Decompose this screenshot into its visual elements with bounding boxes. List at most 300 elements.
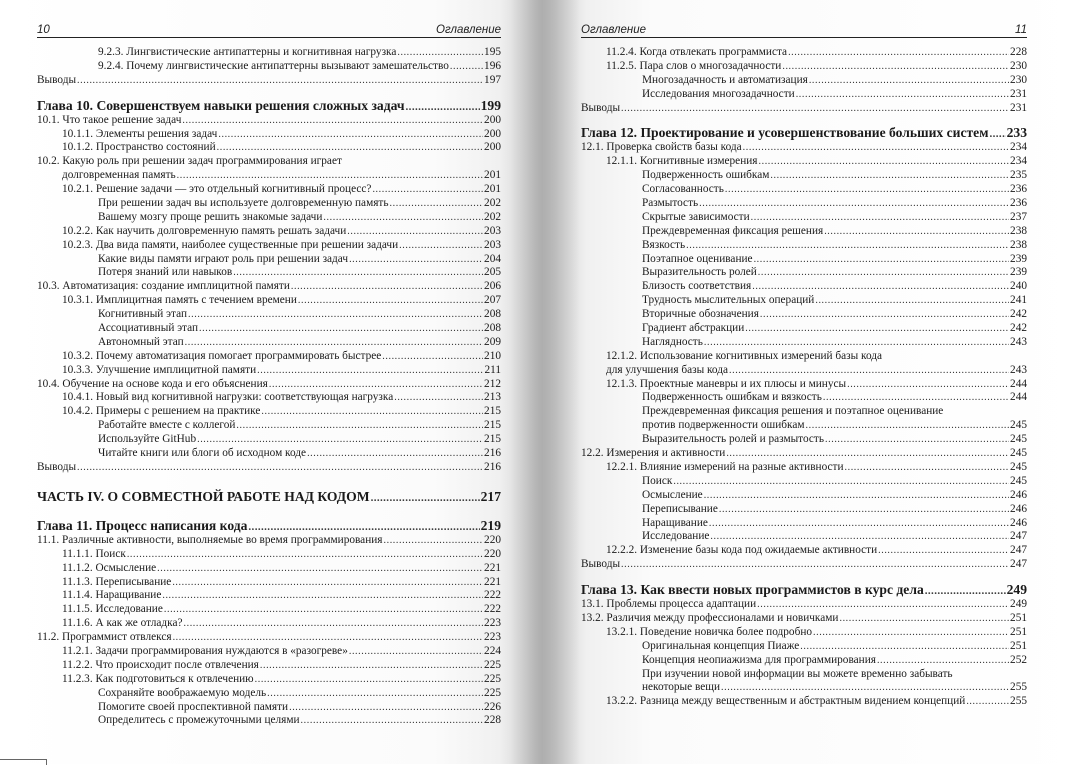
- dot-leader: [197, 433, 483, 447]
- page-number: 10: [37, 24, 50, 36]
- dot-leader: [349, 253, 483, 267]
- toc-entry-page-number: 238: [1010, 238, 1027, 251]
- toc-entry-page-number: 245: [1010, 419, 1027, 432]
- toc-entry-page-number: 239: [1010, 252, 1027, 265]
- toc-entry-page-number: 237: [1010, 210, 1027, 223]
- toc-entry-title: Автономный этап: [98, 335, 184, 348]
- toc-entry[interactable]: [581, 266, 1027, 280]
- toc-entry[interactable]: [37, 603, 501, 617]
- toc-entry[interactable]: [581, 668, 1027, 682]
- dot-leader: [164, 603, 483, 617]
- dot-leader: [397, 46, 483, 60]
- dot-leader: [162, 589, 483, 603]
- dot-leader: [729, 364, 1009, 378]
- toc-entry-title: Глава 13. Как ввести новых программистов в курс дела: [581, 582, 924, 598]
- toc-entry-page-number: 241: [1010, 294, 1027, 307]
- dot-leader: [743, 141, 1009, 155]
- toc-entry[interactable]: [581, 433, 1027, 447]
- toc-entry-title: 11.1.6. А как же отладка?: [62, 617, 183, 630]
- toc-entry-page-number: 196: [484, 59, 501, 72]
- dot-leader: [307, 447, 483, 461]
- toc-entry-page-number: 226: [484, 700, 501, 713]
- toc-entry[interactable]: [37, 617, 501, 631]
- toc-entry[interactable]: [37, 322, 501, 336]
- dot-leader: [255, 673, 483, 687]
- toc-chapter-entry[interactable]: [37, 97, 501, 114]
- toc-entry[interactable]: [37, 673, 501, 687]
- dot-leader: [704, 489, 1009, 503]
- toc-entry[interactable]: [37, 211, 501, 225]
- dot-leader: [782, 60, 1009, 74]
- dot-leader: [199, 322, 483, 336]
- toc-entry-page-number: 216: [484, 447, 501, 460]
- dot-leader: [621, 102, 1009, 116]
- toc-entry-title: Оригинальная концепция Пиаже: [642, 639, 800, 652]
- right-page-header: [581, 20, 1027, 38]
- toc-entry-title: Глава 10. Совершенствуем навыки решения сложных задач: [37, 97, 405, 113]
- toc-entry[interactable]: [37, 589, 501, 603]
- toc-entry[interactable]: [37, 447, 501, 461]
- toc-entry[interactable]: [581, 308, 1027, 322]
- table-of-contents-right: [581, 46, 1027, 709]
- toc-entry-title: 12.2.2. Изменение базы кода под ожидаемые активности: [606, 544, 878, 557]
- toc-entry-page-number: 202: [484, 197, 501, 210]
- toc-entry-title: 11.1.4. Наращивание: [62, 589, 162, 602]
- toc-entry-title: 11.2.3. Как подготовиться к отвлечению: [62, 672, 254, 685]
- toc-entry[interactable]: [581, 612, 1027, 626]
- dot-leader: [77, 74, 483, 88]
- toc-entry[interactable]: [37, 253, 501, 267]
- toc-entry[interactable]: [37, 225, 501, 239]
- toc-entry-title: Какие виды памяти играют роль при решении задач: [98, 252, 349, 265]
- toc-entry-title: Исследования многозадачности: [642, 87, 795, 100]
- dot-leader: [394, 391, 483, 405]
- toc-entry-page-number: 225: [484, 658, 501, 671]
- toc-entry-page-number: 228: [1010, 46, 1027, 58]
- dot-leader: [725, 183, 1009, 197]
- toc-entry-title: Вторичные обозначения: [642, 308, 759, 321]
- toc-entry-title: Наращивание: [642, 516, 708, 529]
- toc-entry-page-number: 223: [484, 617, 501, 630]
- toc-entry[interactable]: [581, 530, 1027, 544]
- dot-leader: [371, 488, 480, 507]
- toc-entry[interactable]: [37, 169, 501, 183]
- toc-entry-page-number: 247: [1010, 530, 1027, 543]
- toc-entry-title: Работайте вместе с коллегой: [98, 419, 236, 432]
- toc-entry-page-number: 222: [484, 589, 501, 602]
- toc-entry[interactable]: [37, 548, 501, 562]
- toc-entry-title: 10.3.3. Улучшение имплицитной памяти: [62, 363, 257, 376]
- toc-entry-page-number: 228: [484, 714, 501, 727]
- toc-entry-title: долговременная память: [62, 169, 176, 182]
- toc-entry-title: для улучшения базы кода: [606, 363, 728, 376]
- toc-entry-title: Скрытые зависимости: [642, 210, 750, 223]
- dot-leader: [757, 598, 1009, 612]
- toc-entry-page-number: 202: [484, 210, 501, 223]
- toc-entry-page-number: 246: [1010, 516, 1027, 529]
- dot-leader: [809, 74, 1009, 88]
- toc-entry-page-number: 204: [484, 252, 501, 265]
- toc-entry-page-number: 213: [484, 391, 501, 404]
- dot-leader: [301, 714, 484, 728]
- toc-entry[interactable]: [581, 102, 1027, 116]
- toc-entry-title: 10.3.2. Почему автоматизация помогает программировать быстрее: [62, 349, 382, 362]
- toc-entry-page-number: 247: [1010, 544, 1027, 557]
- toc-entry-title: 10.4. Обучение на основе кода и его объяснения: [37, 377, 268, 390]
- dot-leader: [719, 503, 1009, 517]
- toc-entry-page-number: 230: [1010, 73, 1027, 86]
- toc-entry[interactable]: [581, 350, 1027, 364]
- dot-leader: [813, 626, 1009, 640]
- toc-entry-page-number: 195: [484, 46, 501, 58]
- toc-entry-page-number: 233: [1006, 125, 1027, 141]
- toc-entry-title: 12.2.1. Влияние измерений на разные активности: [606, 460, 844, 473]
- toc-entry[interactable]: [581, 60, 1027, 74]
- toc-entry[interactable]: [581, 183, 1027, 197]
- toc-entry[interactable]: [37, 155, 501, 169]
- dot-leader: [878, 544, 1009, 558]
- toc-entry[interactable]: [37, 294, 501, 308]
- dot-leader: [754, 253, 1009, 267]
- toc-entry-page-number: 200: [484, 127, 501, 140]
- toc-entry[interactable]: [581, 544, 1027, 558]
- dot-leader: [347, 225, 483, 239]
- toc-entry-page-number: 249: [1006, 582, 1027, 598]
- toc-entry-title: 13.2.1. Поведение новичка более подробно: [606, 625, 813, 638]
- dot-leader: [177, 169, 483, 183]
- toc-entry-title: 11.1.3. Переписывание: [62, 575, 172, 588]
- toc-entry[interactable]: [37, 183, 501, 197]
- toc-entry-page-number: 219: [480, 517, 501, 533]
- toc-entry-title: Глава 12. Проектирование и усовершенствование больших систем: [581, 125, 989, 141]
- toc-entry-title: Осмысление: [642, 488, 703, 501]
- toc-entry-page-number: 225: [484, 672, 501, 685]
- toc-entry[interactable]: [581, 461, 1027, 475]
- toc-entry-title: 13.2. Различия между профессионалами и новичками: [581, 611, 839, 624]
- dot-leader: [289, 701, 483, 715]
- toc-entry[interactable]: [37, 114, 501, 128]
- toc-entry[interactable]: [581, 558, 1027, 572]
- toc-entry-title: 12.1. Проверка свойств базы кода: [581, 141, 742, 154]
- toc-entry[interactable]: [37, 336, 501, 350]
- toc-entry[interactable]: [37, 197, 501, 211]
- toc-entry-title: 11.1. Различные активности, выполняемые во время программирования: [37, 533, 383, 546]
- toc-entry[interactable]: [581, 391, 1027, 405]
- dot-leader: [847, 378, 1009, 392]
- dot-leader: [450, 60, 483, 74]
- dot-leader: [770, 169, 1009, 183]
- dot-leader: [291, 280, 483, 294]
- toc-entry-page-number: 242: [1010, 308, 1027, 321]
- dot-leader: [800, 640, 1009, 654]
- toc-entry-page-number: 245: [1010, 474, 1027, 487]
- toc-entry-title: 12.1.3. Проектные маневры и их плюсы и минусы: [606, 377, 847, 390]
- toc-entry-page-number: 201: [484, 169, 501, 182]
- toc-entry[interactable]: [581, 155, 1027, 169]
- toc-entry[interactable]: [37, 701, 501, 715]
- dot-leader: [760, 308, 1009, 322]
- toc-entry-title: 12.2. Измерения и активности: [581, 447, 726, 460]
- toc-entry[interactable]: [581, 447, 1027, 461]
- toc-entry-title: 11.2.5. Пара слов о многозадачности: [606, 59, 782, 72]
- toc-entry-page-number: 221: [484, 575, 501, 588]
- toc-entry-page-number: 215: [484, 405, 501, 418]
- toc-entry-title: 11.1.1. Поиск: [62, 547, 126, 560]
- toc-entry[interactable]: [37, 631, 501, 645]
- toc-entry-title: Выводы: [581, 558, 621, 571]
- toc-entry[interactable]: [581, 211, 1027, 225]
- toc-entry[interactable]: [581, 475, 1027, 489]
- toc-entry-title: 10.2.1. Решение задачи — это отдельный когнитивный процесс?: [62, 183, 372, 196]
- toc-entry-title: Читайте книги или блоги об исходном коде: [98, 447, 307, 460]
- dot-leader: [349, 645, 483, 659]
- toc-entry[interactable]: [581, 336, 1027, 350]
- toc-entry[interactable]: [37, 391, 501, 405]
- toc-entry[interactable]: [37, 141, 501, 155]
- toc-entry-title: Выводы: [37, 460, 77, 473]
- dot-leader: [825, 433, 1009, 447]
- toc-entry[interactable]: [581, 681, 1027, 695]
- toc-entry-page-number: 208: [484, 322, 501, 335]
- toc-entry-page-number: 245: [1010, 433, 1027, 446]
- toc-entry-title: При решении задач вы используете долговременную память: [98, 197, 389, 210]
- toc-entry-page-number: 223: [484, 631, 501, 644]
- page-number: 11: [1015, 24, 1027, 36]
- toc-entry[interactable]: [37, 419, 501, 433]
- toc-entry-title: 12.1.2. Использование когнитивных измерений базы кода: [606, 349, 883, 362]
- toc-entry[interactable]: [581, 695, 1027, 709]
- toc-entry-page-number: 239: [1010, 266, 1027, 279]
- dot-leader: [751, 211, 1009, 225]
- toc-entry-title: 9.2.4. Почему лингвистические антипаттерны вызывают замешательство: [98, 59, 449, 72]
- dot-leader: [710, 530, 1009, 544]
- toc-entry[interactable]: [581, 378, 1027, 392]
- toc-entry-title: Ассоциативный этап: [98, 322, 199, 335]
- toc-entry[interactable]: [37, 378, 501, 392]
- toc-entry-page-number: 212: [484, 377, 501, 390]
- toc-entry[interactable]: [37, 576, 501, 590]
- toc-entry-page-number: 242: [1010, 322, 1027, 335]
- dot-leader: [157, 562, 483, 576]
- page-corner-mark: [0, 759, 47, 765]
- toc-chapter-entry[interactable]: [37, 517, 501, 534]
- toc-entry[interactable]: [37, 74, 501, 88]
- toc-entry-page-number: 200: [484, 113, 501, 126]
- toc-entry-page-number: 234: [1010, 141, 1027, 154]
- toc-entry[interactable]: [37, 461, 501, 475]
- toc-entry[interactable]: [581, 598, 1027, 612]
- toc-entry[interactable]: [581, 74, 1027, 88]
- toc-entry[interactable]: [581, 169, 1027, 183]
- dot-leader: [704, 336, 1009, 350]
- toc-entry[interactable]: [37, 280, 501, 294]
- toc-entry-title: Выводы: [581, 101, 621, 114]
- toc-entry-title: 9.2.3. Лингвистические антипаттерны и когнитивная нагрузка: [98, 46, 397, 58]
- toc-entry-title: Трудность мыслительных операций: [642, 294, 815, 307]
- toc-chapter-entry[interactable]: [581, 581, 1027, 598]
- dot-leader: [233, 266, 483, 280]
- toc-entry-page-number: 236: [1010, 183, 1027, 196]
- dot-leader: [758, 266, 1009, 280]
- toc-entry[interactable]: [581, 654, 1027, 668]
- toc-entry[interactable]: [581, 46, 1027, 60]
- dot-leader: [217, 141, 483, 155]
- toc-entry-page-number: 247: [1010, 558, 1027, 571]
- toc-entry[interactable]: [581, 280, 1027, 294]
- toc-entry-page-number: 225: [484, 686, 501, 699]
- dot-leader: [966, 695, 1009, 709]
- toc-entry[interactable]: [37, 308, 501, 322]
- toc-entry[interactable]: [581, 253, 1027, 267]
- toc-entry-page-number: 203: [484, 238, 501, 251]
- dot-leader: [382, 350, 483, 364]
- dot-leader: [173, 631, 483, 645]
- toc-entry[interactable]: [37, 364, 501, 378]
- toc-entry[interactable]: [581, 489, 1027, 503]
- toc-entry[interactable]: [37, 266, 501, 280]
- toc-part-entry[interactable]: [37, 488, 501, 505]
- toc-entry-page-number: 246: [1010, 502, 1027, 515]
- toc-entry-page-number: 243: [1010, 363, 1027, 376]
- toc-entry-title: Подверженность ошибкам и вязкость: [642, 391, 822, 404]
- toc-entry-page-number: 240: [1010, 280, 1027, 293]
- toc-entry-page-number: 209: [484, 335, 501, 348]
- toc-entry[interactable]: [37, 350, 501, 364]
- toc-entry-title: Поэтапное оценивание: [642, 252, 753, 265]
- toc-entry-title: 10.1. Что такое решение задач: [37, 113, 182, 126]
- toc-entry-page-number: 217: [480, 488, 501, 504]
- toc-entry-title: 11.2. Программист отвлекся: [37, 631, 172, 644]
- toc-entry[interactable]: [581, 364, 1027, 378]
- toc-entry-page-number: 249: [1010, 598, 1027, 611]
- toc-entry-title: против подверженности ошибкам: [642, 419, 805, 432]
- toc-entry-title: Многозадачность и автоматизация: [642, 73, 808, 86]
- toc-entry-page-number: 203: [484, 224, 501, 237]
- toc-entry[interactable]: [581, 88, 1027, 102]
- left-page-header: [37, 20, 501, 38]
- toc-entry[interactable]: [581, 225, 1027, 239]
- dot-leader: [673, 475, 1009, 489]
- toc-entry-title: При изучении новой информации вы можете временно забывать: [642, 667, 953, 680]
- toc-entry-page-number: 210: [484, 349, 501, 362]
- toc-entry[interactable]: [581, 294, 1027, 308]
- toc-entry-title: ЧАСТЬ IV. О СОВМЕСТНОЙ РАБОТЕ НАД КОДОМ: [37, 488, 370, 504]
- left-page: [0, 0, 543, 764]
- dot-leader: [267, 687, 483, 701]
- toc-entry-title: Согласованность: [642, 183, 724, 196]
- toc-entry-title: Преждевременная фиксация решения: [642, 224, 824, 237]
- dot-leader: [824, 225, 1009, 239]
- toc-entry-page-number: 215: [484, 433, 501, 446]
- running-title: Оглавление: [436, 24, 501, 36]
- dot-leader: [845, 461, 1010, 475]
- toc-entry-title: 12.1.1. Когнитивные измерения: [606, 155, 758, 168]
- dot-leader: [185, 336, 483, 350]
- toc-entry-page-number: 231: [1010, 101, 1027, 114]
- toc-entry-page-number: 238: [1010, 224, 1027, 237]
- toc-entry[interactable]: [581, 517, 1027, 531]
- toc-entry-page-number: 197: [484, 73, 501, 86]
- toc-entry[interactable]: [581, 141, 1027, 155]
- toc-entry-title: 10.2. Какую роль при решении задач программирования играет: [37, 155, 342, 168]
- toc-entry-page-number: 216: [484, 460, 501, 473]
- right-page: [543, 0, 1086, 764]
- dot-leader: [269, 378, 483, 392]
- dot-leader: [823, 391, 1009, 405]
- toc-entry[interactable]: [37, 534, 501, 548]
- dot-leader: [806, 419, 1010, 433]
- toc-entry-title: 11.2.1. Задачи программирования нуждаются в «разогреве»: [62, 644, 348, 657]
- toc-entry-page-number: 221: [484, 561, 501, 574]
- toc-entry-title: Выводы: [37, 73, 77, 86]
- toc-entry-page-number: 245: [1010, 460, 1027, 473]
- toc-entry-title: 11.1.2. Осмысление: [62, 561, 157, 574]
- toc-entry-page-number: 251: [1010, 611, 1027, 624]
- toc-entry-page-number: 208: [484, 308, 501, 321]
- toc-entry[interactable]: [37, 60, 501, 74]
- toc-entry[interactable]: [37, 659, 501, 673]
- toc-entry[interactable]: [37, 405, 501, 419]
- toc-entry-title: Помогите своей проспективной памяти: [98, 700, 289, 713]
- toc-entry[interactable]: [581, 405, 1027, 419]
- dot-leader: [745, 322, 1009, 336]
- toc-entry[interactable]: [581, 419, 1027, 433]
- dot-leader: [815, 294, 1009, 308]
- toc-entry-title: 10.4.1. Новый вид когнитивной нагрузки: соответствующая нагрузка: [62, 391, 394, 404]
- toc-entry-page-number: 201: [484, 183, 501, 196]
- toc-entry[interactable]: [581, 239, 1027, 253]
- toc-entry-page-number: 243: [1010, 335, 1027, 348]
- toc-entry-page-number: 244: [1010, 377, 1027, 390]
- toc-entry[interactable]: [581, 503, 1027, 517]
- toc-entry[interactable]: [581, 197, 1027, 211]
- toc-entry[interactable]: [37, 645, 501, 659]
- toc-entry-page-number: 207: [484, 294, 501, 307]
- toc-entry-title: Преждевременная фиксация решения и поэтапное оценивание: [642, 405, 944, 418]
- toc-entry[interactable]: [581, 640, 1027, 654]
- toc-entry-title: 10.2.3. Два вида памяти, наиболее существенные при решении задачи: [62, 238, 399, 251]
- toc-entry[interactable]: [581, 626, 1027, 640]
- toc-entry[interactable]: [37, 239, 501, 253]
- dot-leader: [721, 681, 1009, 695]
- toc-entry[interactable]: [37, 128, 501, 142]
- toc-entry[interactable]: [37, 562, 501, 576]
- toc-entry-title: Выразительность ролей: [642, 266, 757, 279]
- toc-entry-page-number: 252: [1010, 653, 1027, 666]
- toc-entry[interactable]: [37, 433, 501, 447]
- toc-entry-title: Вязкость: [642, 238, 686, 251]
- toc-entry[interactable]: [37, 687, 501, 701]
- dot-leader: [621, 558, 1009, 572]
- toc-entry-title: Потеря знаний или навыков: [98, 266, 233, 279]
- toc-entry[interactable]: [37, 46, 501, 60]
- toc-entry-page-number: 206: [484, 280, 501, 293]
- toc-entry[interactable]: [581, 322, 1027, 336]
- toc-entry-title: Выразительность ролей и размытость: [642, 433, 825, 446]
- toc-entry-title: 11.1.5. Исследование: [62, 603, 163, 616]
- toc-entry-page-number: 251: [1010, 625, 1027, 638]
- toc-entry-page-number: 222: [484, 603, 501, 616]
- toc-entry-page-number: 224: [484, 644, 501, 657]
- toc-entry-title: 10.2.2. Как научить долговременную память решать задачи: [62, 224, 347, 237]
- toc-entry[interactable]: [37, 714, 501, 728]
- toc-chapter-entry[interactable]: [581, 124, 1027, 141]
- toc-entry-title: Глава 11. Процесс написания кода: [37, 517, 248, 533]
- toc-entry-page-number: 246: [1010, 488, 1027, 501]
- dot-leader: [236, 419, 483, 433]
- dot-leader: [182, 114, 483, 128]
- toc-entry-title: Поиск: [642, 474, 673, 487]
